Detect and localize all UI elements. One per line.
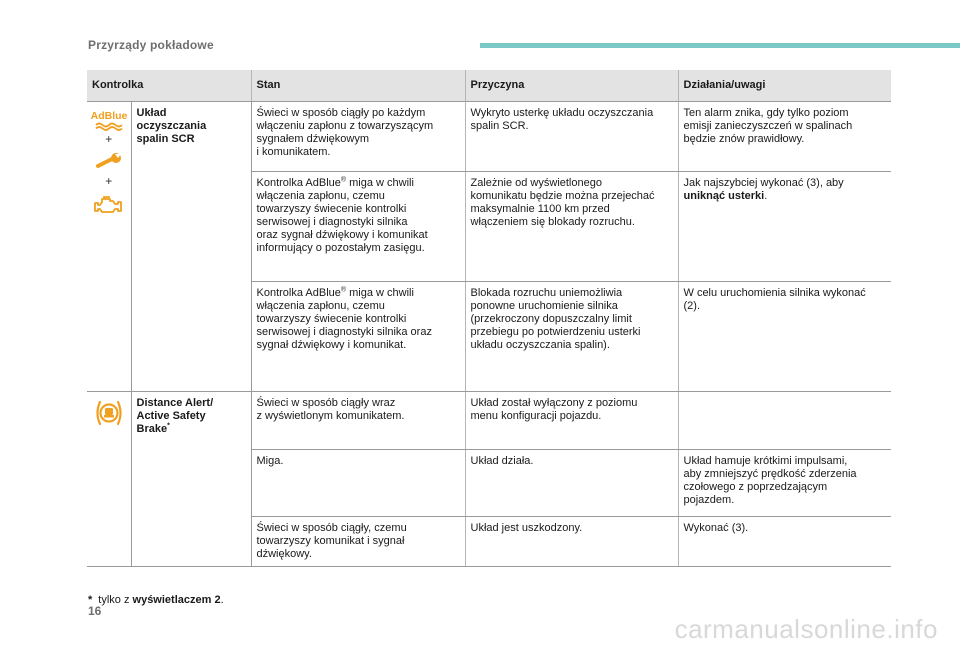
text-line: Blokada rozruchu uniemożliwia — [470, 287, 623, 299]
indicator-name-scr — [131, 102, 251, 392]
text-line: emisji zanieczyszczeń w spalinach — [683, 120, 853, 132]
text-line: spalin SCR. — [470, 120, 529, 132]
stan-cell — [251, 102, 465, 172]
plus-sign: + — [105, 132, 113, 146]
header-dzialania: Działania/uwagi — [678, 70, 891, 102]
dzialania-cell — [678, 172, 891, 282]
name-line: Distance Alert/ — [136, 397, 214, 409]
header-kontrolka: Kontrolka — [87, 70, 251, 102]
dzialania-cell — [678, 392, 891, 450]
text-line: Świeci w sposób ciągły wraz — [256, 397, 396, 409]
warning-lights-table — [87, 70, 891, 567]
footnote-text: tylko z — [98, 594, 133, 606]
text-line: Ten alarm znika, gdy tylko poziom — [683, 107, 849, 119]
text-line: Świeci w sposób ciągły, czemu — [256, 522, 407, 534]
text-line: włączenia zapłonu, czemu — [256, 190, 385, 202]
stan-cell — [251, 172, 465, 282]
footnote-marker: * — [167, 422, 170, 430]
text-line: Układ hamuje krótkimi impulsami, — [683, 455, 848, 467]
text-line: przebiegu po potwierdzeniu usterki — [470, 326, 641, 338]
header-stan: Stan — [251, 70, 465, 102]
text-line: Wykonać (3). — [683, 522, 749, 534]
text-line: maksymalnie 1100 km przed — [470, 203, 610, 215]
przyczyna-cell — [465, 517, 678, 567]
text-line: pojazdem. — [683, 494, 735, 506]
section-title: Przyrządy pokładowe — [88, 38, 214, 52]
przyczyna-cell — [465, 450, 678, 517]
footnote — [88, 594, 224, 606]
text-line: menu konfiguracji pojazdu. — [470, 410, 602, 422]
header-przyczyna: Przyczyna — [465, 70, 678, 102]
text-line — [257, 177, 460, 190]
text-line: Zależnie od wyświetlonego — [470, 177, 602, 189]
text-line: sygnałem dźwiękowym — [256, 133, 369, 145]
icons-cell-scr — [87, 102, 131, 392]
name-part: Brake — [136, 423, 168, 435]
text-part: . — [764, 190, 768, 202]
watermark: carmanualsonline.info — [674, 614, 938, 644]
przyczyna-cell — [465, 102, 678, 172]
footnote-star: * — [88, 594, 93, 606]
adblue-icon — [90, 108, 128, 130]
table-row — [87, 392, 891, 450]
page-number: 16 — [88, 604, 102, 618]
name-line: oczyszczania — [136, 120, 207, 132]
text-line: serwisowej i diagnostyki silnika oraz — [256, 326, 432, 338]
text-line: czołowego z poprzedzającym — [683, 481, 828, 493]
stan-cell — [251, 282, 465, 392]
registered-mark: ® — [340, 286, 347, 294]
wrench-icon — [94, 152, 124, 172]
text-line: serwisowej i diagnostyki silnika — [256, 216, 408, 228]
text-part: miga w chwili — [346, 177, 414, 189]
text-line: towarzyszy komunikat i sygnał — [256, 535, 405, 547]
text-line — [684, 190, 887, 203]
text-line: z wyświetlonym komunikatem. — [256, 410, 405, 422]
text-line: informujący o pozostałym zasięgu. — [256, 242, 425, 254]
icons-cell-distance-alert — [87, 392, 131, 567]
dzialania-cell — [678, 282, 891, 392]
text-line: towarzyszy świecenie kontrolki — [256, 203, 407, 215]
text-line: sygnał dźwiękowy i komunikat. — [256, 339, 407, 351]
stan-cell — [251, 517, 465, 567]
text-line: dźwiękowy. — [256, 548, 312, 560]
text-line: (2). — [683, 300, 700, 312]
text-line: (przekroczony dopuszczalny limit — [470, 313, 632, 325]
text-line: włączeniu zapłonu z towarzyszącym — [256, 120, 434, 132]
text-line: Układ działa. — [470, 455, 534, 467]
text-part: miga w chwili — [346, 287, 414, 299]
text-line: Układ został wyłączony z poziomu — [470, 397, 638, 409]
footnote-emphasis: wyświetlaczem 2 — [132, 594, 221, 606]
stan-cell — [251, 450, 465, 517]
registered-mark: ® — [340, 176, 347, 184]
section-accent-bar — [480, 43, 960, 48]
name-line: spalin SCR — [136, 133, 195, 145]
indicator-name-distance-alert — [131, 392, 251, 567]
text-line: ponowne uruchomienie silnika — [470, 300, 618, 312]
table-header-row — [87, 70, 891, 102]
name-line: Układ — [136, 107, 167, 119]
dzialania-cell — [678, 450, 891, 517]
text-line: Miga. — [256, 455, 284, 467]
text-line: Jak najszybciej wykonać (3), aby — [683, 177, 844, 189]
text-line: oraz sygnał dźwiękowy i komunikat — [256, 229, 428, 241]
przyczyna-cell — [465, 172, 678, 282]
name-line — [137, 423, 246, 436]
footnote-end: . — [220, 594, 224, 606]
przyczyna-cell — [465, 282, 678, 392]
przyczyna-cell — [465, 392, 678, 450]
distance-alert-icon — [93, 398, 125, 428]
text-part: Kontrolka AdBlue — [256, 287, 341, 299]
text-line: towarzyszy świecenie kontrolki — [256, 313, 407, 325]
text-line: Świeci w sposób ciągły po każdym — [256, 107, 426, 119]
dzialania-cell — [678, 102, 891, 172]
name-line: Active Safety — [136, 410, 206, 422]
table-row — [87, 102, 891, 172]
text-line: komunikatu będzie można przejechać — [470, 190, 655, 202]
text-line: aby zmniejszyć prędkość zderzenia — [683, 468, 857, 480]
svg-text:AdBlue: AdBlue — [90, 110, 128, 122]
text-line — [257, 287, 460, 300]
dzialania-cell — [678, 517, 891, 567]
text-line: i komunikatem. — [256, 146, 331, 158]
engine-check-icon — [94, 194, 124, 216]
text-line: Wykryto usterkę układu oczyszczania — [470, 107, 654, 119]
text-line: Układ jest uszkodzony. — [470, 522, 583, 534]
text-line: włączenia zapłonu, czemu — [256, 300, 385, 312]
text-line: układu oczyszczania spalin). — [470, 339, 610, 351]
text-line: W celu uruchomienia silnika wykonać — [683, 287, 866, 299]
text-line: włączeniem się blokady rozruchu. — [470, 216, 635, 228]
text-line: będzie znów prawidłowy. — [683, 133, 805, 145]
plus-sign: + — [105, 174, 113, 188]
emphasis-text: uniknąć usterki — [683, 190, 765, 202]
stan-cell — [251, 392, 465, 450]
text-part: Kontrolka AdBlue — [256, 177, 341, 189]
